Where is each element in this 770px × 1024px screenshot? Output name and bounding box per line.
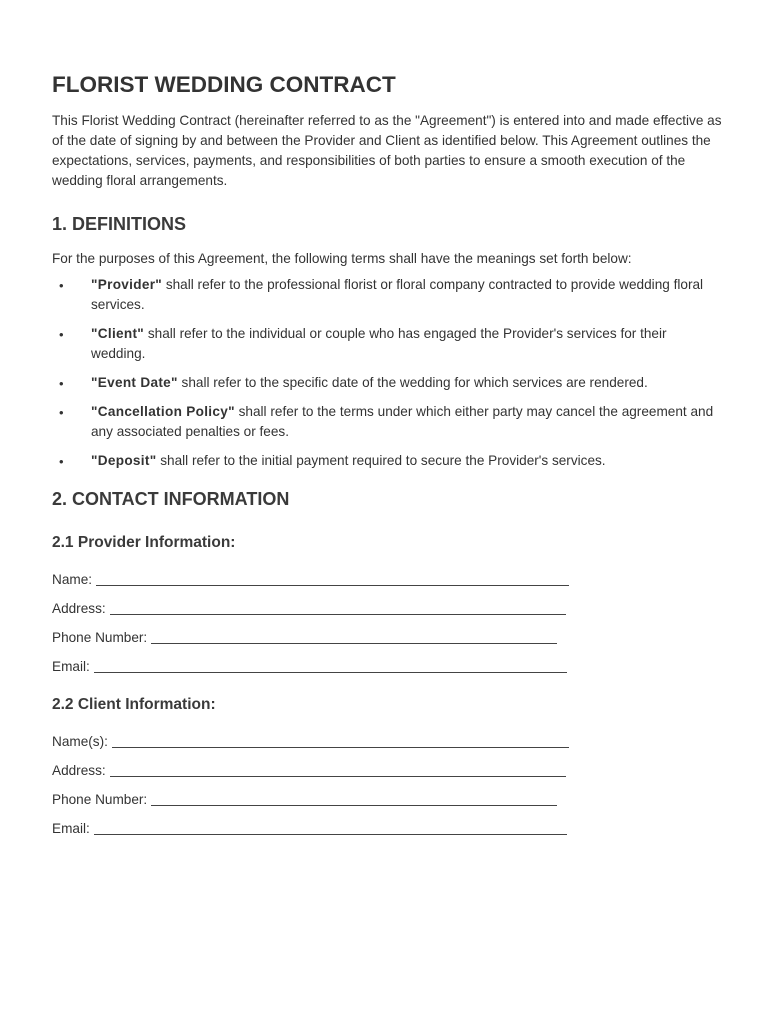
definition-item-provider: [52, 275, 722, 315]
bullet-icon: •: [59, 405, 64, 420]
definition-term: "Cancellation Policy": [91, 404, 235, 419]
client-name-field[interactable]: [52, 722, 722, 751]
field-label: Email:: [52, 821, 90, 836]
bullet-icon: •: [59, 327, 64, 342]
intro-paragraph: This Florist Wedding Contract (hereinafter referred to as the "Agreement") is entered into and made effective as of the date of signing by and between the Provider and Client as identified below. This Agreement outlines the expectations, services, payments, and responsibilities of both parties to ensure a smooth execution of the wedding floral arrangements.: [52, 113, 722, 188]
definition-term: "Deposit": [91, 453, 157, 468]
definitions-list: [52, 275, 722, 471]
provider-info-heading: 2.1 Provider Information:: [52, 534, 236, 551]
provider-name-field[interactable]: [52, 560, 722, 589]
provider-fields: [52, 560, 722, 676]
contact-heading: 2. CONTACT INFORMATION: [52, 489, 290, 509]
field-label: Name:: [52, 572, 93, 587]
definition-term: "Provider": [91, 277, 163, 292]
provider-address-field[interactable]: [52, 589, 722, 618]
field-label: Phone Number:: [52, 630, 148, 645]
definition-term: "Event Date": [91, 375, 178, 390]
blank-line[interactable]: [151, 629, 557, 644]
bullet-icon: •: [59, 376, 64, 391]
definition-text: shall refer to the initial payment required to secure the Provider's services.: [156, 453, 606, 468]
definition-text: shall refer to the specific date of the wedding for which services are rendered.: [177, 375, 648, 390]
definition-item-client: [52, 324, 722, 364]
definition-text: shall refer to the terms under which either party may cancel the agreement and any associated penalties or fees.: [91, 404, 714, 439]
blank-line[interactable]: [112, 733, 569, 748]
definition-text: shall refer to the professional florist or floral company contracted to provide wedding floral services.: [91, 277, 704, 312]
definitions-intro: For the purposes of this Agreement, the following terms shall have the meanings set forth below:: [52, 251, 632, 266]
document-title: FLORIST WEDDING CONTRACT: [52, 72, 396, 97]
field-label: Phone Number:: [52, 792, 148, 807]
definition-text: shall refer to the individual or couple who has engaged the Provider's services for their wedding.: [91, 326, 667, 361]
provider-email-field[interactable]: [52, 647, 722, 676]
field-label: Name(s):: [52, 734, 108, 749]
blank-line[interactable]: [96, 571, 569, 586]
definition-term: "Client": [91, 326, 145, 341]
provider-phone-field[interactable]: [52, 618, 722, 647]
document-page: [52, 70, 722, 838]
client-email-field[interactable]: [52, 809, 722, 838]
blank-line[interactable]: [110, 600, 566, 615]
blank-line[interactable]: [110, 762, 566, 777]
blank-line[interactable]: [94, 658, 567, 673]
field-label: Address:: [52, 763, 106, 778]
definition-item-event-date: [52, 373, 722, 393]
bullet-icon: •: [59, 454, 64, 469]
client-info-heading: 2.2 Client Information:: [52, 696, 216, 713]
definition-item-cancellation-policy: [52, 402, 722, 442]
definition-item-deposit: [52, 451, 722, 471]
client-fields: [52, 722, 722, 838]
client-address-field[interactable]: [52, 751, 722, 780]
field-label: Address:: [52, 601, 106, 616]
bullet-icon: •: [59, 278, 64, 293]
client-phone-field[interactable]: [52, 780, 722, 809]
blank-line[interactable]: [94, 820, 567, 835]
definitions-heading: 1. DEFINITIONS: [52, 214, 187, 234]
blank-line[interactable]: [151, 791, 557, 806]
field-label: Email:: [52, 659, 90, 674]
